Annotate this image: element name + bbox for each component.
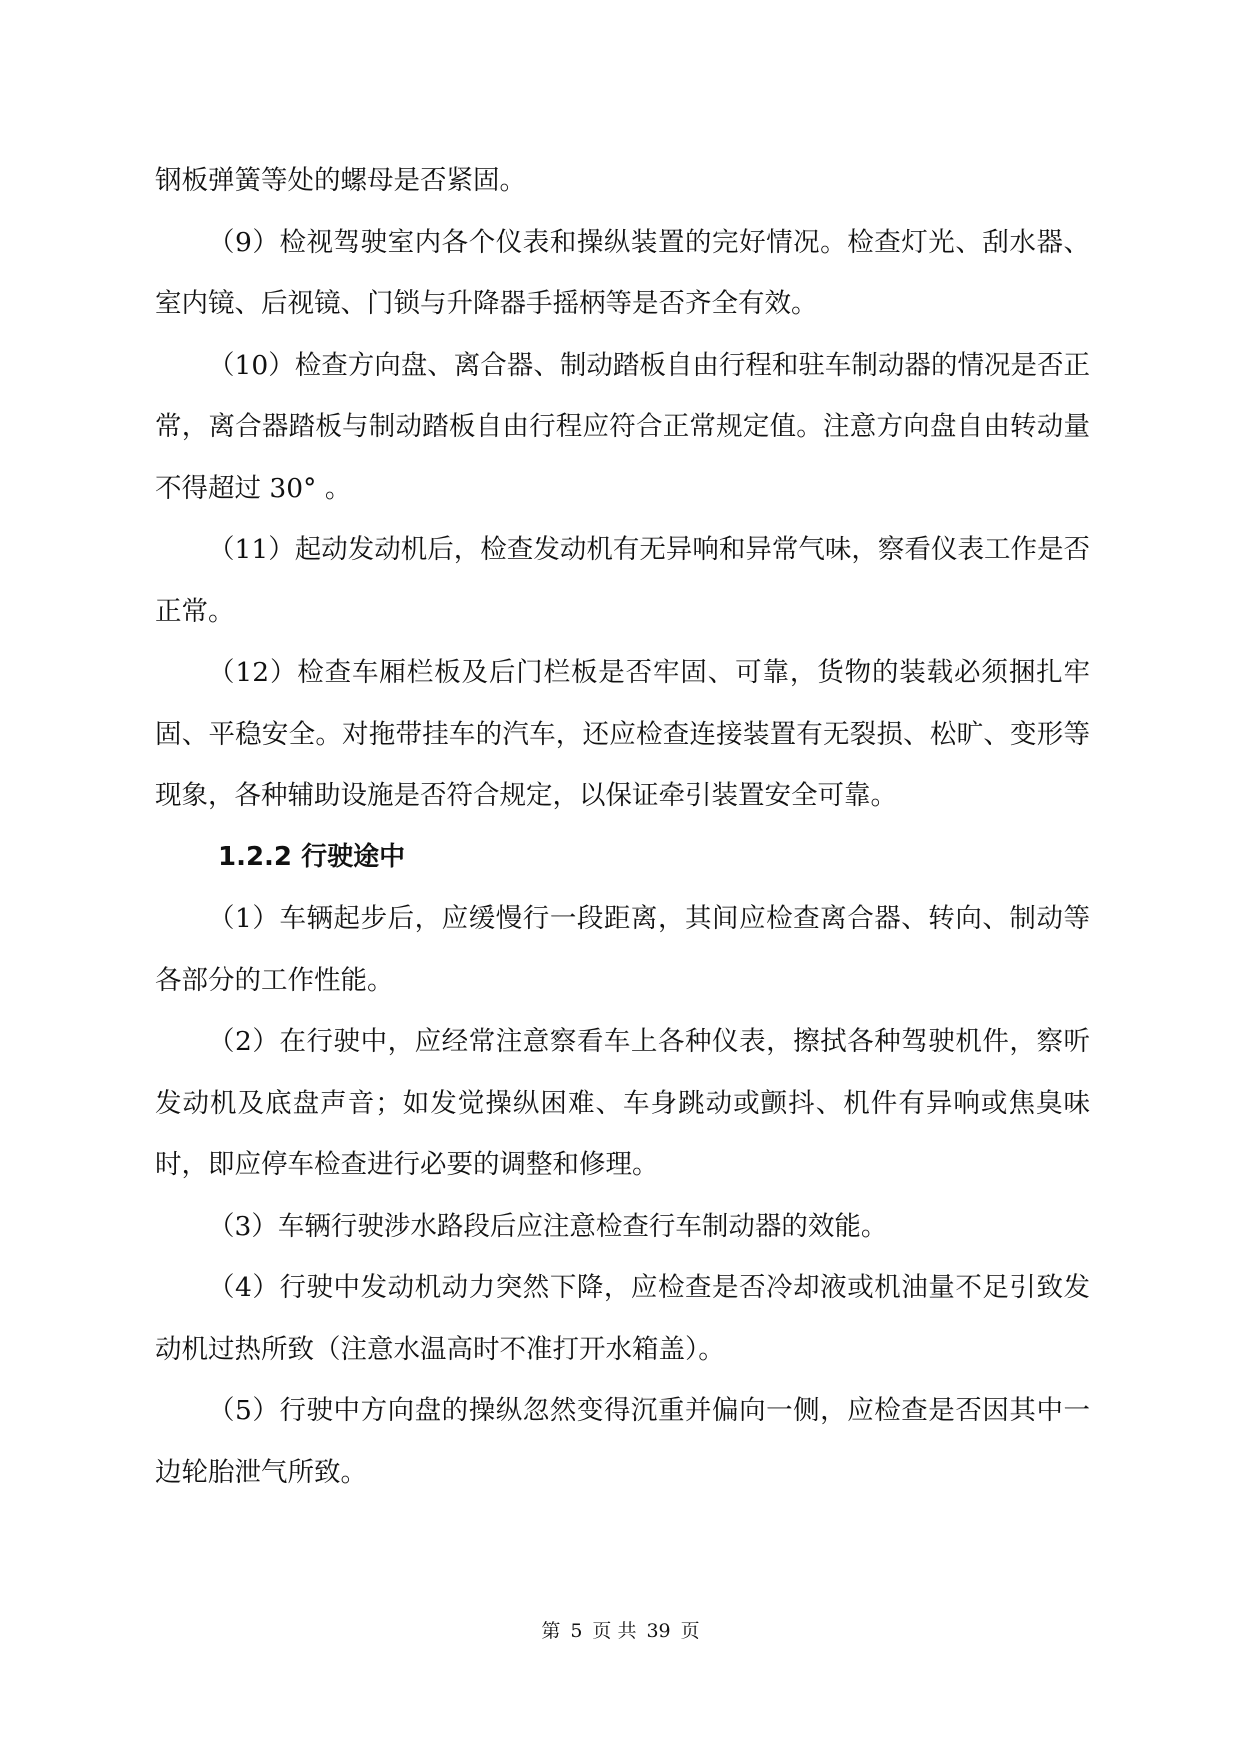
footer-page-number: 5	[570, 1620, 583, 1642]
paragraph-item-9: （9）检视驾驶室内各个仪表和操纵装置的完好情况。检查灯光、刮水器、室内镜、后视镜、门锁与升降器手摇柄等是否齐全有效。	[155, 226, 1090, 319]
footer-middle: 页 共	[592, 1620, 637, 1642]
section-paragraph-4: （4）行驶中发动机动力突然下降，应检查是否冷却液或机油量不足引致发动机过热所致（注意水温高时不准打开水箱盖）。	[155, 1272, 1090, 1365]
paragraph-continuation: 钢板弹簧等处的螺母是否紧固。	[155, 165, 526, 196]
footer-prefix: 第	[541, 1620, 561, 1642]
section-paragraph-5: （5）行驶中方向盘的操纵忽然变得沉重并偏向一侧，应检查是否因其中一边轮胎泄气所致。	[155, 1395, 1090, 1488]
footer-total-pages: 39	[646, 1620, 671, 1642]
footer-suffix: 页	[680, 1620, 700, 1642]
section-paragraph-1: （1）车辆起步后，应缓慢行一段距离，其间应检查离合器、转向、制动等各部分的工作性能。	[155, 903, 1090, 996]
paragraph-item-12: （12）检查车厢栏板及后门栏板是否牢固、可靠，货物的装载必须捆扎牢固、平稳安全。对拖带挂车的汽车，还应检查连接装置有无裂损、松旷、变形等现象，各种辅助设施是否符合规定，以保证牵引装置安全可靠。	[155, 657, 1090, 811]
section-paragraph-2: （2）在行驶中，应经常注意察看车上各种仪表，擦拭各种驾驶机件，察听发动机及底盘声音；如发觉操纵困难、车身跳动或颤抖、机件有异响或焦臭味时，即应停车检查进行必要的调整和修理。	[155, 1026, 1090, 1180]
paragraph-item-11: （11）起动发动机后，检查发动机有无异响和异常气味，察看仪表工作是否正常。	[155, 534, 1090, 627]
section-heading: 1.2.2 行驶途中	[218, 841, 406, 872]
paragraph-item-10: （10）检查方向盘、离合器、制动踏板自由行程和驻车制动器的情况是否正常，离合器踏板与制动踏板自由行程应符合正常规定值。注意方向盘自由转动量不得超过 30° 。	[155, 349, 1090, 504]
page-footer	[0, 1616, 1241, 1643]
document-body	[155, 150, 1090, 1503]
section-paragraph-3: （3）车辆行驶涉水路段后应注意检查行车制动器的效能。	[208, 1210, 888, 1242]
